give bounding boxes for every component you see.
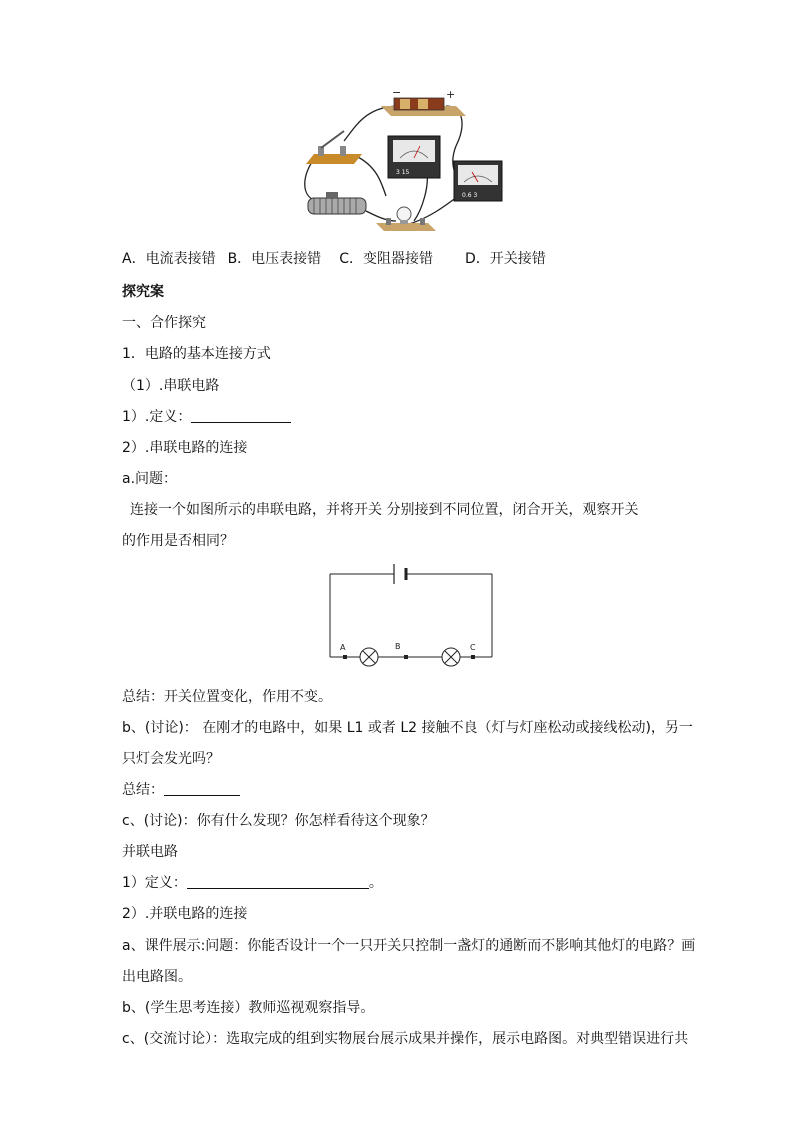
- point-c: [471, 655, 475, 659]
- definition-2-label: 1）定义：: [122, 875, 187, 891]
- point-b: [404, 655, 408, 659]
- label-c: C: [470, 643, 476, 652]
- parallel-b-text: b、(学生思考连接）教师巡视观察指导。: [122, 1000, 375, 1016]
- section-title: 探究案: [122, 284, 164, 300]
- battery-plus-label: +: [446, 88, 456, 101]
- parallel-a-text-1: a、课件展示:问题：你能否设计一个一只开关只控制一盏灯的通断而不影响其他灯的电路？画: [122, 938, 696, 954]
- lamp-l2: [442, 648, 460, 666]
- option-d: D．开关接错: [464, 251, 546, 267]
- series-circuit-diagram: [326, 562, 498, 668]
- option-b: B．电压表接错: [227, 251, 322, 267]
- summary-1: 总结：开关位置变化，作用不变。: [122, 689, 332, 705]
- knife-switch: [306, 131, 362, 164]
- parallel-heading: 并联电路: [122, 844, 178, 860]
- definition-2-blank[interactable]: [187, 874, 369, 889]
- summary-2: [122, 781, 240, 799]
- option-c: C．变阻器接错: [339, 251, 433, 267]
- parallel-a-text-2: 出电路图。: [122, 969, 192, 985]
- parallel-connect-heading: 2）.并联电路的连接: [122, 906, 248, 922]
- cooperative-heading: 一、合作探究: [122, 315, 206, 331]
- question-a-text-2: 的作用是否相同？: [122, 533, 234, 549]
- question-c-text: c、(讨论)：你有什么发现？你怎样看待这个现象？: [122, 813, 435, 829]
- label-a: A: [340, 643, 346, 652]
- question-b-text-2: 只灯会发光吗？: [122, 751, 220, 767]
- label-b: B: [395, 642, 401, 651]
- rheostat: [308, 192, 366, 214]
- voltmeter-scale: 3 15: [396, 169, 410, 176]
- definition-2-end: 。: [368, 875, 383, 891]
- summary-2-label: 总结：: [122, 782, 164, 798]
- definition-1: [122, 408, 291, 426]
- definition-2: [122, 874, 383, 892]
- question-a-text-1: 连接一个如图所示的串联电路，并将开关 分别接到不同位置，闭合开关，观察开关: [130, 502, 639, 518]
- options-line: [122, 250, 546, 268]
- apparatus-figure: [296, 86, 516, 236]
- summary-2-blank[interactable]: [164, 781, 240, 796]
- definition-1-label: 1）.定义：: [122, 409, 192, 425]
- item1-heading: 1．电路的基本连接方式: [122, 346, 271, 362]
- battery-minus-label: −: [392, 86, 402, 99]
- point-a: [343, 655, 347, 659]
- question-b-text-1: b、(讨论)： 在刚才的电路中，如果 L1 或者 L2 接触不良（灯与灯座松动或接线松动)，另一: [122, 720, 693, 736]
- voltmeter: [388, 136, 440, 178]
- lamp-l1: [360, 648, 378, 666]
- series-connect-heading: 2）.串联电路的连接: [122, 440, 248, 456]
- option-a: A．电流表接错: [122, 251, 216, 267]
- ammeter-scale: 0.6 3: [462, 192, 478, 199]
- ammeter: [454, 161, 502, 201]
- parallel-c-text: c、(交流讨论）：选取完成的组到实物展台展示成果并操作，展示电路图。对典型错误进行共: [122, 1031, 689, 1047]
- battery-symbol: [394, 564, 406, 584]
- definition-1-blank[interactable]: [191, 408, 291, 423]
- question-a-label: a.问题：: [122, 471, 178, 487]
- series-heading: （1）.串联电路: [122, 378, 220, 394]
